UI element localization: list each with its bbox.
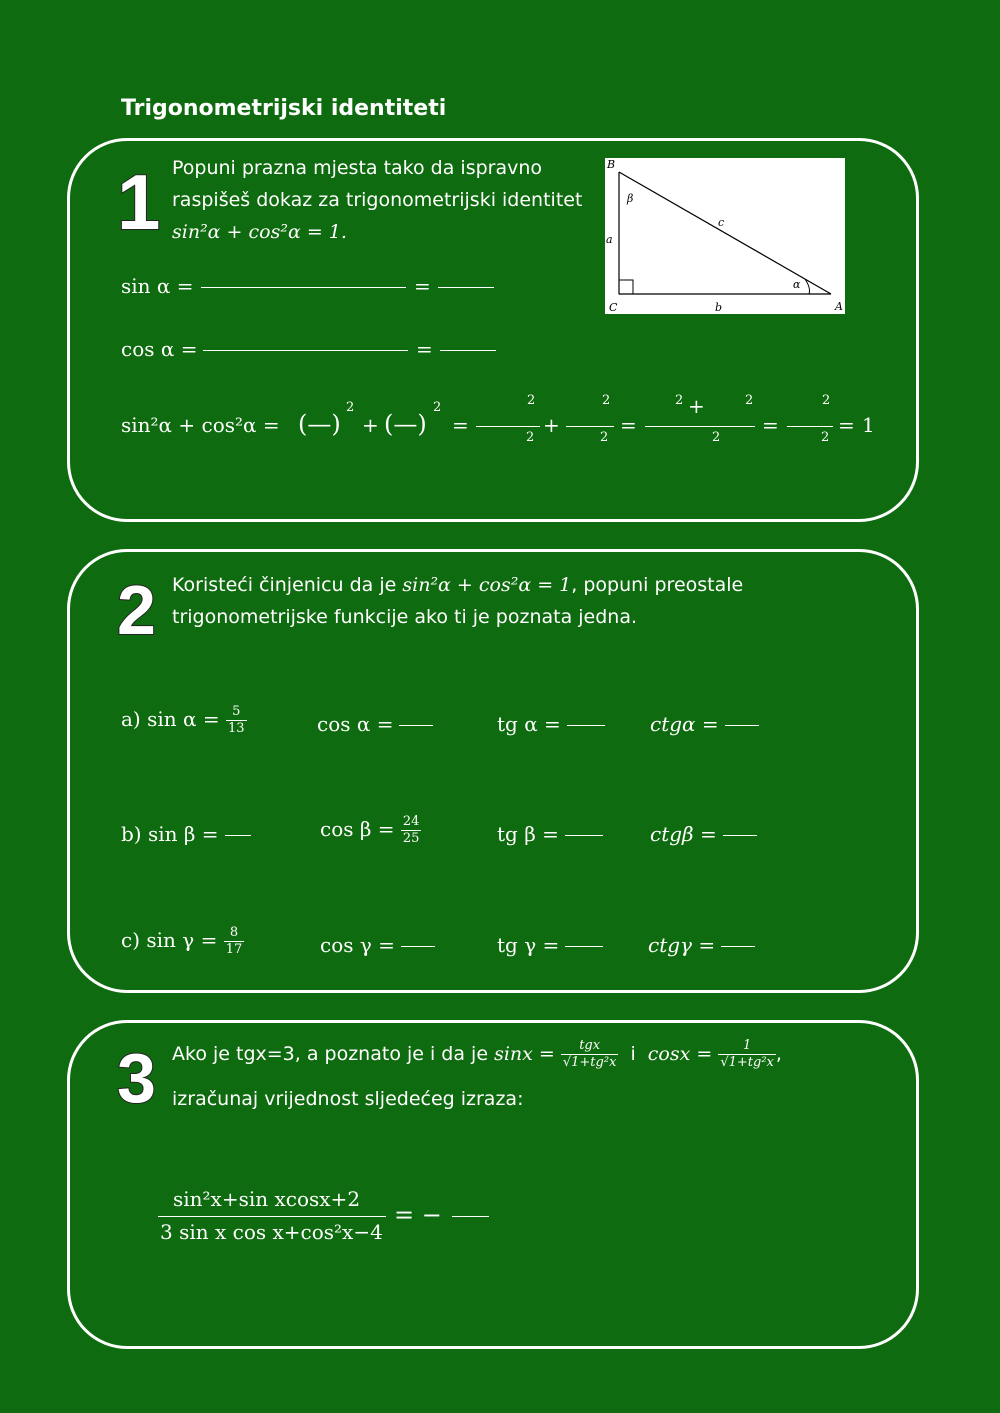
row-b-prefix: b) sin β =: [121, 822, 219, 846]
section-3-instruction-1: Ako je tgx=3, a poznato je i da je: [172, 1043, 489, 1065]
row-c-den: 17: [225, 942, 243, 957]
row-c-f4: ctgγ =: [648, 933, 716, 957]
row-b-ctg: [650, 822, 757, 846]
sin-def-num: tgx: [561, 1038, 619, 1055]
label-b: b: [715, 301, 723, 314]
sin-def-den: √1+tg²x: [562, 1055, 617, 1070]
row-c-f2: cos γ =: [320, 933, 395, 957]
sin-def-label: sinx =: [494, 1043, 555, 1065]
section-1-number: 1: [117, 158, 161, 246]
label-beta: β: [627, 192, 634, 205]
proof-eq-2: =: [620, 413, 637, 437]
frac4-num-exp: 2: [822, 393, 831, 408]
sin-def-fraction: [561, 1038, 619, 1071]
cos-def-fraction: [718, 1038, 776, 1071]
cos-def-label: cosx =: [647, 1043, 713, 1065]
cos-def-den: √1+tg²x: [720, 1055, 774, 1070]
frac3-num-exp-1: 2: [675, 393, 684, 408]
row-a-given-fraction: [226, 704, 247, 737]
row-a-num: 5: [226, 704, 247, 721]
frac3-bar[interactable]: [645, 426, 755, 427]
proof-eq-3: =: [762, 413, 779, 437]
comma: ,: [775, 1043, 782, 1065]
frac1-den-exp: 2: [526, 430, 535, 445]
cos-blank-long[interactable]: [203, 350, 408, 351]
frac2-den-exp: 2: [600, 430, 609, 445]
row-b-tg: [497, 822, 603, 846]
section-2-identity: sin²α + cos²α = 1: [402, 574, 572, 596]
section-3-instruction-2: izračunaj vrijednost sljedećeg izraza:: [172, 1088, 524, 1110]
cos-blank-short[interactable]: [440, 350, 496, 351]
row-a-f3: tg α =: [497, 712, 561, 736]
section-2-number: 2: [117, 571, 156, 649]
row-b-f4: ctgβ =: [650, 822, 717, 846]
section-1-instruction-text: Popuni prazna mjesta tako da ispravno raspišeš dokaz za trigonometrijski identitet: [172, 157, 583, 211]
section-1-instruction: [172, 152, 592, 248]
proof-eq-1: =: [452, 413, 469, 437]
proof-exp-1: 2: [346, 400, 355, 415]
row-a-f3-blank[interactable]: [567, 725, 605, 726]
row-c-f4-blank[interactable]: [721, 946, 755, 947]
row-b-den: 25: [402, 831, 420, 846]
label-A: A: [835, 300, 843, 313]
proof-eq-4: =: [838, 413, 855, 437]
row-c-f3: tg γ =: [497, 933, 560, 957]
row-a-f2-blank[interactable]: [399, 725, 433, 726]
section-3-number: 3: [117, 1039, 156, 1117]
cos-def-num: 1: [718, 1038, 776, 1055]
expression-numerator: sin²x+sin xcosx+2: [173, 1187, 361, 1211]
frac1-bar[interactable]: [476, 426, 540, 427]
expression-denominator: 3 sin x cos x+cos²x−4: [160, 1220, 383, 1244]
row-b-prefix-blank[interactable]: [225, 835, 251, 836]
proof-lhs: sin²α + cos²α =: [121, 413, 280, 437]
row-c-ctg: [648, 933, 755, 957]
sin-blank-long[interactable]: [201, 287, 406, 288]
frac3-den-exp: 2: [712, 430, 721, 445]
label-a: a: [606, 233, 613, 246]
frac4-bar[interactable]: [787, 426, 833, 427]
frac2-num-exp: 2: [602, 393, 611, 408]
row-c-f2-blank[interactable]: [401, 946, 435, 947]
row-b-f3-blank[interactable]: [565, 835, 603, 836]
section-2-instruction-1: Koristeći činjenicu da je: [172, 574, 397, 596]
sin-blank-short[interactable]: [438, 287, 494, 288]
row-c-prefix: c) sin γ =: [121, 928, 218, 952]
row-c-tg: [497, 933, 603, 957]
row-b-f4-blank[interactable]: [723, 835, 757, 836]
row-b-num: 24: [402, 814, 420, 829]
row-a-tg: [497, 712, 605, 736]
proof-plus-2: +: [543, 413, 560, 437]
row-c-given-fraction: [224, 925, 245, 958]
row-b-cos: [320, 814, 421, 847]
proof-plus-1: +: [362, 413, 379, 437]
frac4-den-exp: 2: [821, 430, 830, 445]
section-3-line-1: [172, 1038, 852, 1071]
cos-alpha-label: cos α =: [121, 337, 198, 361]
cos-equals: =: [416, 337, 433, 361]
row-a-prefix: a) sin α =: [121, 707, 220, 731]
frac2-bar[interactable]: [566, 426, 614, 427]
section-2-instruction: [172, 569, 812, 633]
sin-alpha-label: sin α =: [121, 274, 194, 298]
row-b-sin: [121, 822, 251, 846]
frac3-num-exp-2: 2: [745, 393, 754, 408]
row-b-given-fraction: [401, 814, 422, 847]
row-a-f2: cos α =: [317, 712, 394, 736]
frac3-plus: +: [688, 394, 705, 418]
proof-one: 1: [862, 413, 875, 437]
row-a-sin: [121, 704, 247, 737]
expression-answer-blank[interactable]: [452, 1216, 489, 1217]
row-b-f3: tg β =: [497, 822, 559, 846]
section-2-instruction-2: , popuni preostale trigonometrijske funkcije ako ti je poznata jedna.: [172, 574, 744, 628]
row-a-cos: [317, 712, 433, 736]
row-b-f2: cos β =: [320, 817, 395, 841]
section-1-identity: sin²α + cos²α = 1.: [172, 221, 347, 243]
row-c-cos: [320, 933, 435, 957]
row-c-sin: [121, 925, 244, 958]
right-triangle-figure: [605, 158, 845, 314]
proof-paren-2: (—): [384, 410, 427, 438]
label-c: c: [718, 216, 725, 229]
row-a-ctg: [650, 712, 759, 736]
label-alpha: α: [793, 278, 801, 291]
label-B: B: [607, 158, 616, 171]
sin-equals: =: [414, 274, 431, 298]
proof-exp-2: 2: [433, 400, 442, 415]
frac1-num-exp: 2: [527, 393, 536, 408]
row-a-f4: ctgα =: [650, 712, 719, 736]
row-a-den: 13: [227, 721, 245, 736]
triangle-svg: [605, 158, 845, 314]
page-title: Trigonometrijski identiteti: [121, 96, 447, 121]
and-word: i: [630, 1043, 636, 1065]
expression-result: = −: [394, 1201, 442, 1229]
row-c-num: 8: [224, 925, 245, 942]
proof-paren-1: (—): [298, 410, 341, 438]
row-a-f4-blank[interactable]: [725, 725, 759, 726]
row-c-f3-blank[interactable]: [565, 946, 603, 947]
label-C: C: [609, 301, 618, 314]
expression-bar: [158, 1216, 386, 1217]
